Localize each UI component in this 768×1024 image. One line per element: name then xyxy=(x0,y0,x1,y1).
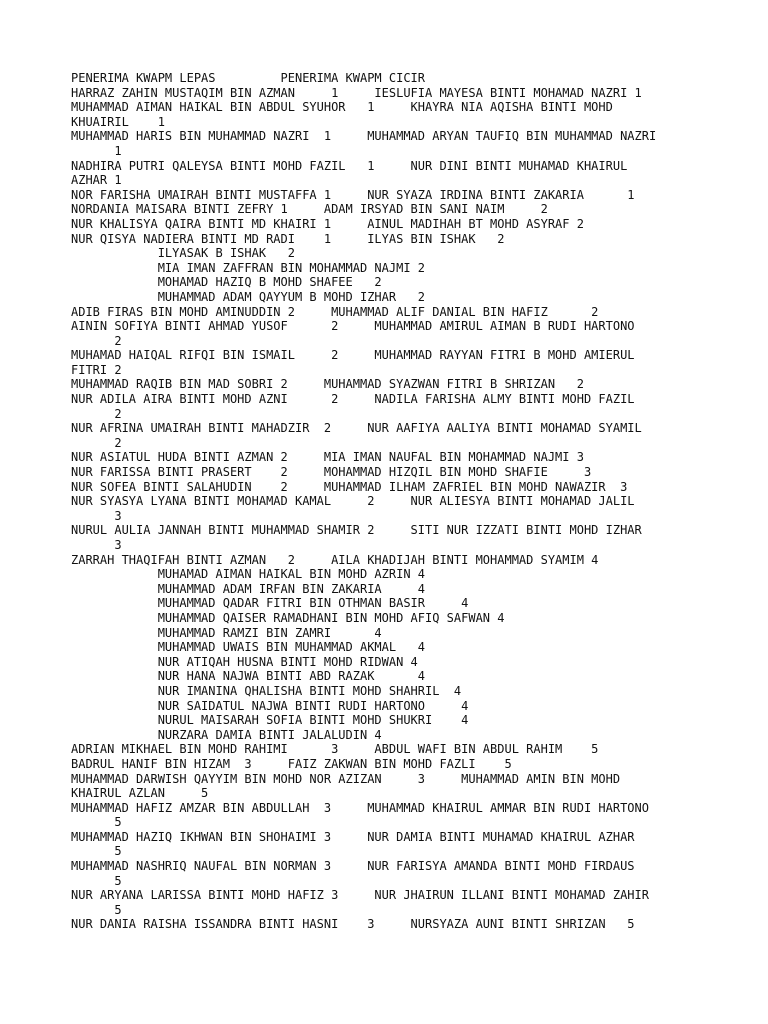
list-line: NUR KHALISYA QAIRA BINTI MD KHAIRI 1 AINUL MADIHAH BT MOHD ASYRAF 2 xyxy=(71,216,584,231)
list-line: NUR SYASYA LYANA BINTI MOHAMAD KAMAL 2 NUR ALIESYA BINTI MOHAMAD JALIL xyxy=(71,494,635,509)
list-line: NUR SOFEA BINTI SALAHUDIN 2 MUHAMMAD ILHAM ZAFRIEL BIN MOHD NAWAZIR 3 xyxy=(71,479,628,494)
list-line: NUR ADILA AIRA BINTI MOHD AZNI 2 NADILA FARISHA ALMY BINTI MOHD FAZIL xyxy=(71,392,635,407)
list-line: NUR ASIATUL HUDA BINTI AZMAN 2 MIA IMAN NAUFAL BIN MOHAMMAD NAJMI 3 xyxy=(71,450,584,465)
list-line: NORDANIA MAISARA BINTI ZEFRY 1 ADAM IRSYAD BIN SANI NAIM 2 xyxy=(71,202,548,217)
list-line: MUHAMMAD AIMAN HAIKAL BIN ABDUL SYUHOR 1 KHAYRA NIA AQISHA BINTI MOHD xyxy=(71,100,613,115)
list-line: NUR DANIA RAISHA ISSANDRA BINTI HASNI 3 NURSYAZA AUNI BINTI SHRIZAN 5 xyxy=(71,917,635,932)
list-line: NOR FARISHA UMAIRAH BINTI MUSTAFFA 1 NUR SYAZA IRDINA BINTI ZAKARIA 1 xyxy=(71,187,635,202)
list-line: ZARRAH THAQIFAH BINTI AZMAN 2 AILA KHADIJAH BINTI MOHAMMAD SYAMIM 4 xyxy=(71,552,599,567)
list-line: 5 xyxy=(71,873,122,888)
list-header-line: PENERIMA KWAPM LEPAS PENERIMA KWAPM CICIR xyxy=(71,71,426,85)
list-line: KHAIRUL AZLAN 5 xyxy=(71,786,209,801)
list-line: MUHAMMAD ADAM QAYYUM B MOHD IZHAR 2 xyxy=(71,289,426,304)
list-line: NADHIRA PUTRI QALEYSA BINTI MOHD FAZIL 1 NUR DINI BINTI MUHAMAD KHAIRUL xyxy=(71,158,628,173)
list-line: 2 xyxy=(71,435,122,450)
list-line: ADIB FIRAS BIN MOHD AMINUDDIN 2 MUHAMMAD ALIF DANIAL BIN HAFIZ 2 xyxy=(71,304,599,319)
list-line: 2 xyxy=(71,406,122,421)
list-line: AININ SOFIYA BINTI AHMAD YUSOF 2 MUHAMMAD AMIRUL AIMAN B RUDI HARTONO xyxy=(71,319,635,334)
list-line: MUHAMMAD UWAIS BIN MUHAMMAD AKMAL 4 xyxy=(71,640,426,655)
list-line: NUR ATIQAH HUSNA BINTI MOHD RIDWAN 4 xyxy=(71,654,418,669)
document-body xyxy=(71,71,751,932)
list-line: MUHAMMAD HAFIZ AMZAR BIN ABDULLAH 3 MUHAMMAD KHAIRUL AMMAR BIN RUDI HARTONO xyxy=(71,800,649,815)
list-line: NURUL AULIA JANNAH BINTI MUHAMMAD SHAMIR 2 SITI NUR IZZATI BINTI MOHD IZHAR xyxy=(71,523,642,538)
list-line: 3 xyxy=(71,508,122,523)
list-line: MUHAMMAD NASHRIQ NAUFAL BIN NORMAN 3 NUR FARISYA AMANDA BINTI MOHD FIRDAUS xyxy=(71,859,635,874)
list-line: NUR ARYANA LARISSA BINTI MOHD HAFIZ 3 NUR JHAIRUN ILLANI BINTI MOHAMAD ZAHIR xyxy=(71,888,649,903)
list-line: MUHAMAD HAIQAL RIFQI BIN ISMAIL 2 MUHAMMAD RAYYAN FITRI B MOHD AMIERUL xyxy=(71,348,635,363)
list-line: NUR FARISSA BINTI PRASERT 2 MOHAMMAD HIZQIL BIN MOHD SHAFIE 3 xyxy=(71,465,592,480)
list-line: MUHAMMAD DARWISH QAYYIM BIN MOHD NOR AZIZAN 3 MUHAMMAD AMIN BIN MOHD xyxy=(71,771,621,786)
list-line: MIA IMAN ZAFFRAN BIN MOHAMMAD NAJMI 2 xyxy=(71,260,426,275)
list-line: 5 xyxy=(71,902,122,917)
list-line: 5 xyxy=(71,844,122,859)
list-line: MUHAMMAD QADAR FITRI BIN OTHMAN BASIR 4 xyxy=(71,596,469,611)
list-line: ILYASAK B ISHAK 2 xyxy=(71,246,295,261)
list-line: MUHAMAD AIMAN HAIKAL BIN MOHD AZRIN 4 xyxy=(71,567,426,582)
list-line: NUR SAIDATUL NAJWA BINTI RUDI HARTONO 4 xyxy=(71,698,469,713)
list-line: BADRUL HANIF BIN HIZAM 3 FAIZ ZAKWAN BIN MOHD FAZLI 5 xyxy=(71,756,512,771)
list-line: NUR AFRINA UMAIRAH BINTI MAHADZIR 2 NUR AAFIYA AALIYA BINTI MOHAMAD SYAMIL xyxy=(71,421,642,436)
list-line: FITRI 2 xyxy=(71,362,122,377)
list-line: MUHAMMAD HARIS BIN MUHAMMAD NAZRI 1 MUHAMMAD ARYAN TAUFIQ BIN MUHAMMAD NAZRI xyxy=(71,129,657,144)
list-line: 2 xyxy=(71,333,122,348)
list-line: HARRAZ ZAHIN MUSTAQIM BIN AZMAN 1 IESLUFIA MAYESA BINTI MOHAMAD NAZRI 1 xyxy=(71,85,642,100)
list-line: AZHAR 1 xyxy=(71,173,122,188)
list-line: NUR IMANINA QHALISHA BINTI MOHD SHAHRIL 4 xyxy=(71,683,462,698)
list-line: 1 xyxy=(71,143,122,158)
list-line: MUHAMMAD QAISER RAMADHANI BIN MOHD AFIQ SAFWAN 4 xyxy=(71,610,505,625)
list-line: MOHAMAD HAZIQ B MOHD SHAFEE 2 xyxy=(71,275,382,290)
list-line: ADRIAN MIKHAEL BIN MOHD RAHIMI 3 ABDUL WAFI BIN ABDUL RAHIM 5 xyxy=(71,742,599,757)
list-line: MUHAMMAD RAMZI BIN ZAMRI 4 xyxy=(71,625,382,640)
list-line: NURUL MAISARAH SOFIA BINTI MOHD SHUKRI 4 xyxy=(71,713,469,728)
list-line: MUHAMMAD ADAM IRFAN BIN ZAKARIA 4 xyxy=(71,581,426,596)
list-line: KHUAIRIL 1 xyxy=(71,114,165,129)
list-line: NURZARA DAMIA BINTI JALALUDIN 4 xyxy=(71,727,382,742)
list-line: NUR HANA NAJWA BINTI ABD RAZAK 4 xyxy=(71,669,426,684)
list-line: NUR QISYA NADIERA BINTI MD RADI 1 ILYAS BIN ISHAK 2 xyxy=(71,231,505,246)
list-line: 5 xyxy=(71,815,122,830)
list-line: 3 xyxy=(71,538,122,552)
list-line: MUHAMMAD RAQIB BIN MAD SOBRI 2 MUHAMMAD SYAZWAN FITRI B SHRIZAN 2 xyxy=(71,377,584,392)
list-line: MUHAMMAD HAZIQ IKHWAN BIN SHOHAIMI 3 NUR DAMIA BINTI MUHAMAD KHAIRUL AZHAR xyxy=(71,829,635,844)
